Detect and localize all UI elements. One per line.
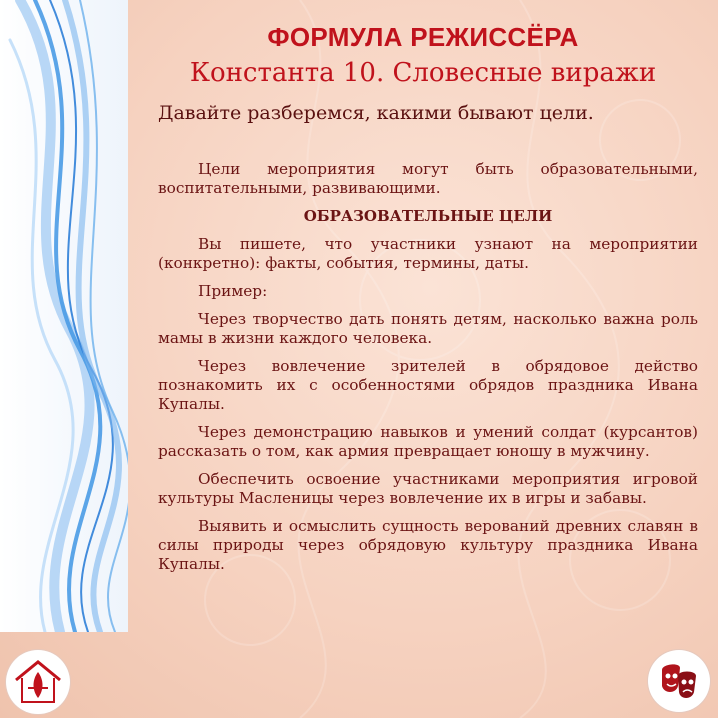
section-heading: ОБРАЗОВАТЕЛЬНЫЕ ЦЕЛИ: [303, 207, 553, 225]
paragraph-goals-types: Цели мероприятия могут быть образовательными, воспитательными, развивающими.: [158, 160, 698, 197]
slide-title: ФОРМУЛА РЕЖИССЁРА: [267, 22, 579, 52]
left-decor-panel: [0, 0, 128, 632]
slide-subtitle: Константа 10. Словесные виражи: [189, 58, 657, 88]
theatre-masks-icon: [648, 650, 710, 712]
house-emblem-icon: [6, 650, 70, 714]
example-item: Выявить и осмыслить сущность верований древних славян в силы природы через обрядовую культуру праздника Ивана Купалы.: [158, 517, 698, 573]
example-item: Через творчество дать понять детям, насколько важна роль мамы в жизни каждого человека.: [158, 310, 698, 347]
paragraph-example-label: Пример:: [198, 282, 268, 300]
paragraph-description: Вы пишете, что участники узнают на мероприятии (конкретно): факты, события, термины, даты.: [158, 235, 698, 272]
example-item: Обеспечить освоение участниками мероприятия игровой культуры Масленицы через вовлечение их в игры и забавы.: [158, 470, 698, 507]
content-body: [158, 160, 698, 583]
intro-text: Давайте разберемся, какими бывают цели.: [158, 102, 594, 124]
blue-ribbon-decoration: [0, 0, 128, 632]
example-item: Через вовлечение зрителей в обрядовое действо познакомить их с особенностями обрядов праздника Ивана Купалы.: [158, 357, 698, 413]
example-item: Через демонстрацию навыков и умений солдат (курсантов) рассказать о том, как армия превращает юношу в мужчину.: [158, 423, 698, 460]
